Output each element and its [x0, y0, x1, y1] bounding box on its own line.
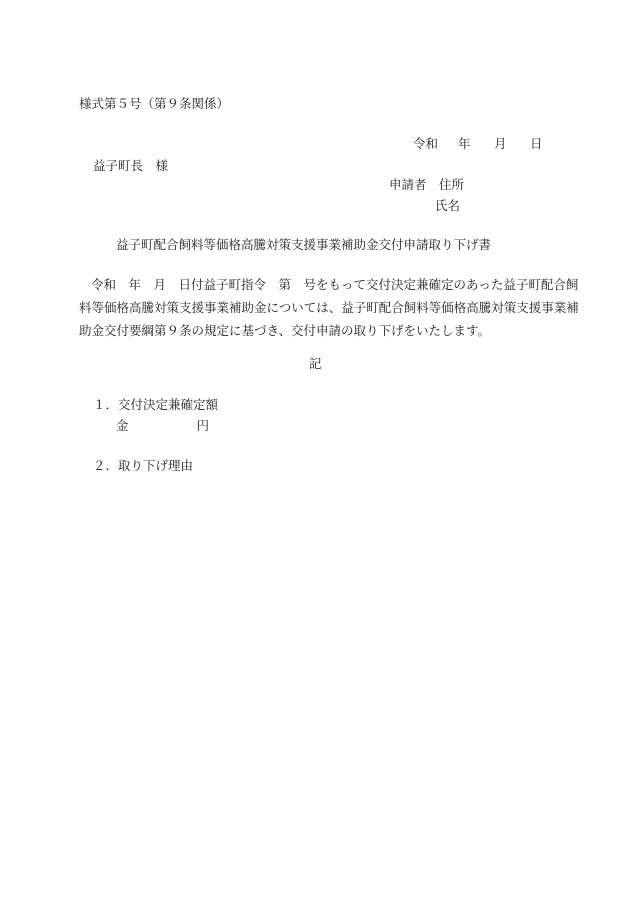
applicant-address-label: 申請者 住所	[389, 177, 465, 192]
date-era: 令和	[413, 136, 439, 151]
amount-line	[116, 420, 209, 433]
date-month: 月	[494, 136, 507, 151]
addressee: 益子町長 様	[93, 158, 169, 173]
item-1-label: １．交付決定兼確定額	[93, 397, 219, 412]
amount-prefix: 金	[116, 418, 129, 433]
form-number: 様式第５号（第９条関係）	[79, 96, 230, 111]
body-line: 令和 年 月 日付益子町指令 第 号をもって交付決定兼確定のあった益子町配合飼	[91, 277, 579, 292]
date-line	[413, 138, 543, 151]
item-2-label: ２．取り下げ理由	[93, 458, 194, 473]
applicant-name-label: 氏名	[435, 198, 461, 213]
document-title: 益子町配合飼料等価格高騰対策支援事業補助金交付申請取り下げ書	[116, 237, 492, 252]
date-year: 年	[458, 136, 471, 151]
body-paragraph	[79, 273, 579, 342]
body-line: 料等価格高騰対策支援事業補助金については、益子町配合飼料等価格高騰対策支援事業補	[79, 300, 579, 315]
amount-unit: 円	[196, 418, 210, 433]
ki-heading: 記	[309, 356, 322, 371]
date-day: 日	[530, 136, 543, 151]
body-line: 助金交付要綱第９条の規定に基づき、交付申請の取り下げをいたします。	[79, 323, 491, 338]
